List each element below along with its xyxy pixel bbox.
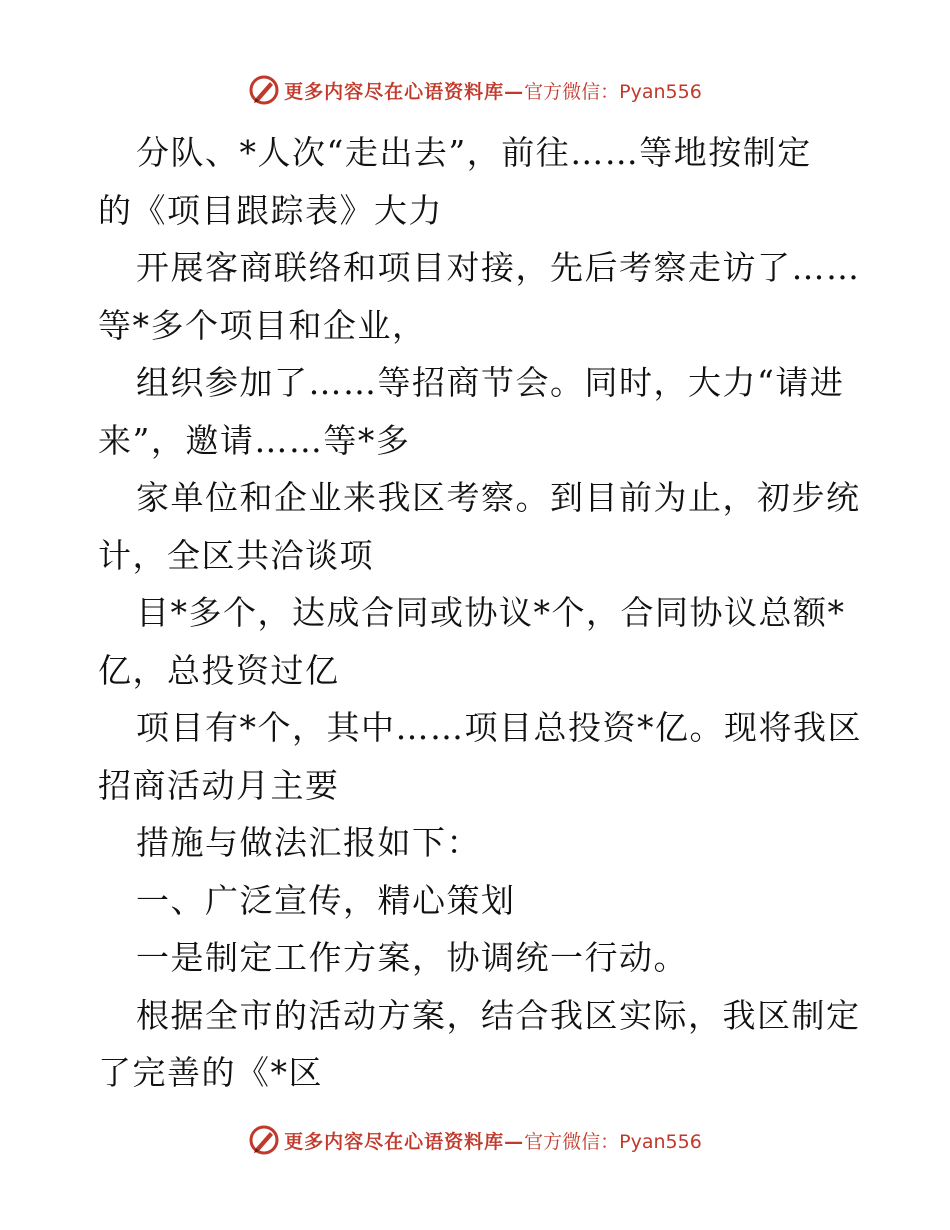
pen-logo-icon: [248, 74, 280, 106]
text-line: 计，全区共洽谈项: [98, 535, 374, 575]
text-line: 分队、*人次“走出去”，前往……等地按制定: [136, 133, 812, 172]
text-line: 招商活动月主要: [98, 765, 340, 805]
header-wechat-text: 官方微信：Pyan556: [524, 80, 702, 103]
subsection-heading: 一是制定工作方案，协调统一行动。: [136, 938, 688, 977]
text-line: 了完善的《*区: [98, 1053, 323, 1092]
text-line: 等*多个项目和企业，: [98, 305, 427, 345]
footer-banner-text: 更多内容尽在心语资料库—: [284, 1130, 525, 1153]
text-line: 的《项目跟踪表》大力: [98, 190, 443, 230]
text-line: 措施与做法汇报如下：: [136, 823, 481, 862]
text-line: 项目有*个，其中……项目总投资*亿。现将我区: [136, 708, 862, 747]
text-line: 亿，总投资过亿: [98, 650, 340, 690]
header-banner-text: 更多内容尽在心语资料库—: [284, 80, 525, 103]
text-line: 家单位和企业来我区考察。到目前为止，初步统: [136, 478, 861, 517]
header-banner: [0, 70, 950, 110]
footer-wechat-text: 官方微信：Pyan556: [524, 1130, 702, 1153]
text-line: 开展客商联络和项目对接，先后考察走访了……: [136, 248, 861, 287]
text-line: 目*多个，达成合同或协议*个，合同协议总额*: [136, 593, 846, 632]
text-line: 组织参加了……等招商节会。同时，大力“请进: [136, 363, 845, 402]
pen-logo-icon: [248, 1124, 280, 1156]
section-heading: 一、广泛宣传，精心策划: [136, 880, 516, 920]
text-line: 根据全市的活动方案，结合我区实际，我区制定: [136, 995, 861, 1035]
footer-banner: [0, 1120, 950, 1160]
text-line: 来”，邀请……等*多: [98, 420, 411, 460]
document-body: [98, 124, 862, 1102]
